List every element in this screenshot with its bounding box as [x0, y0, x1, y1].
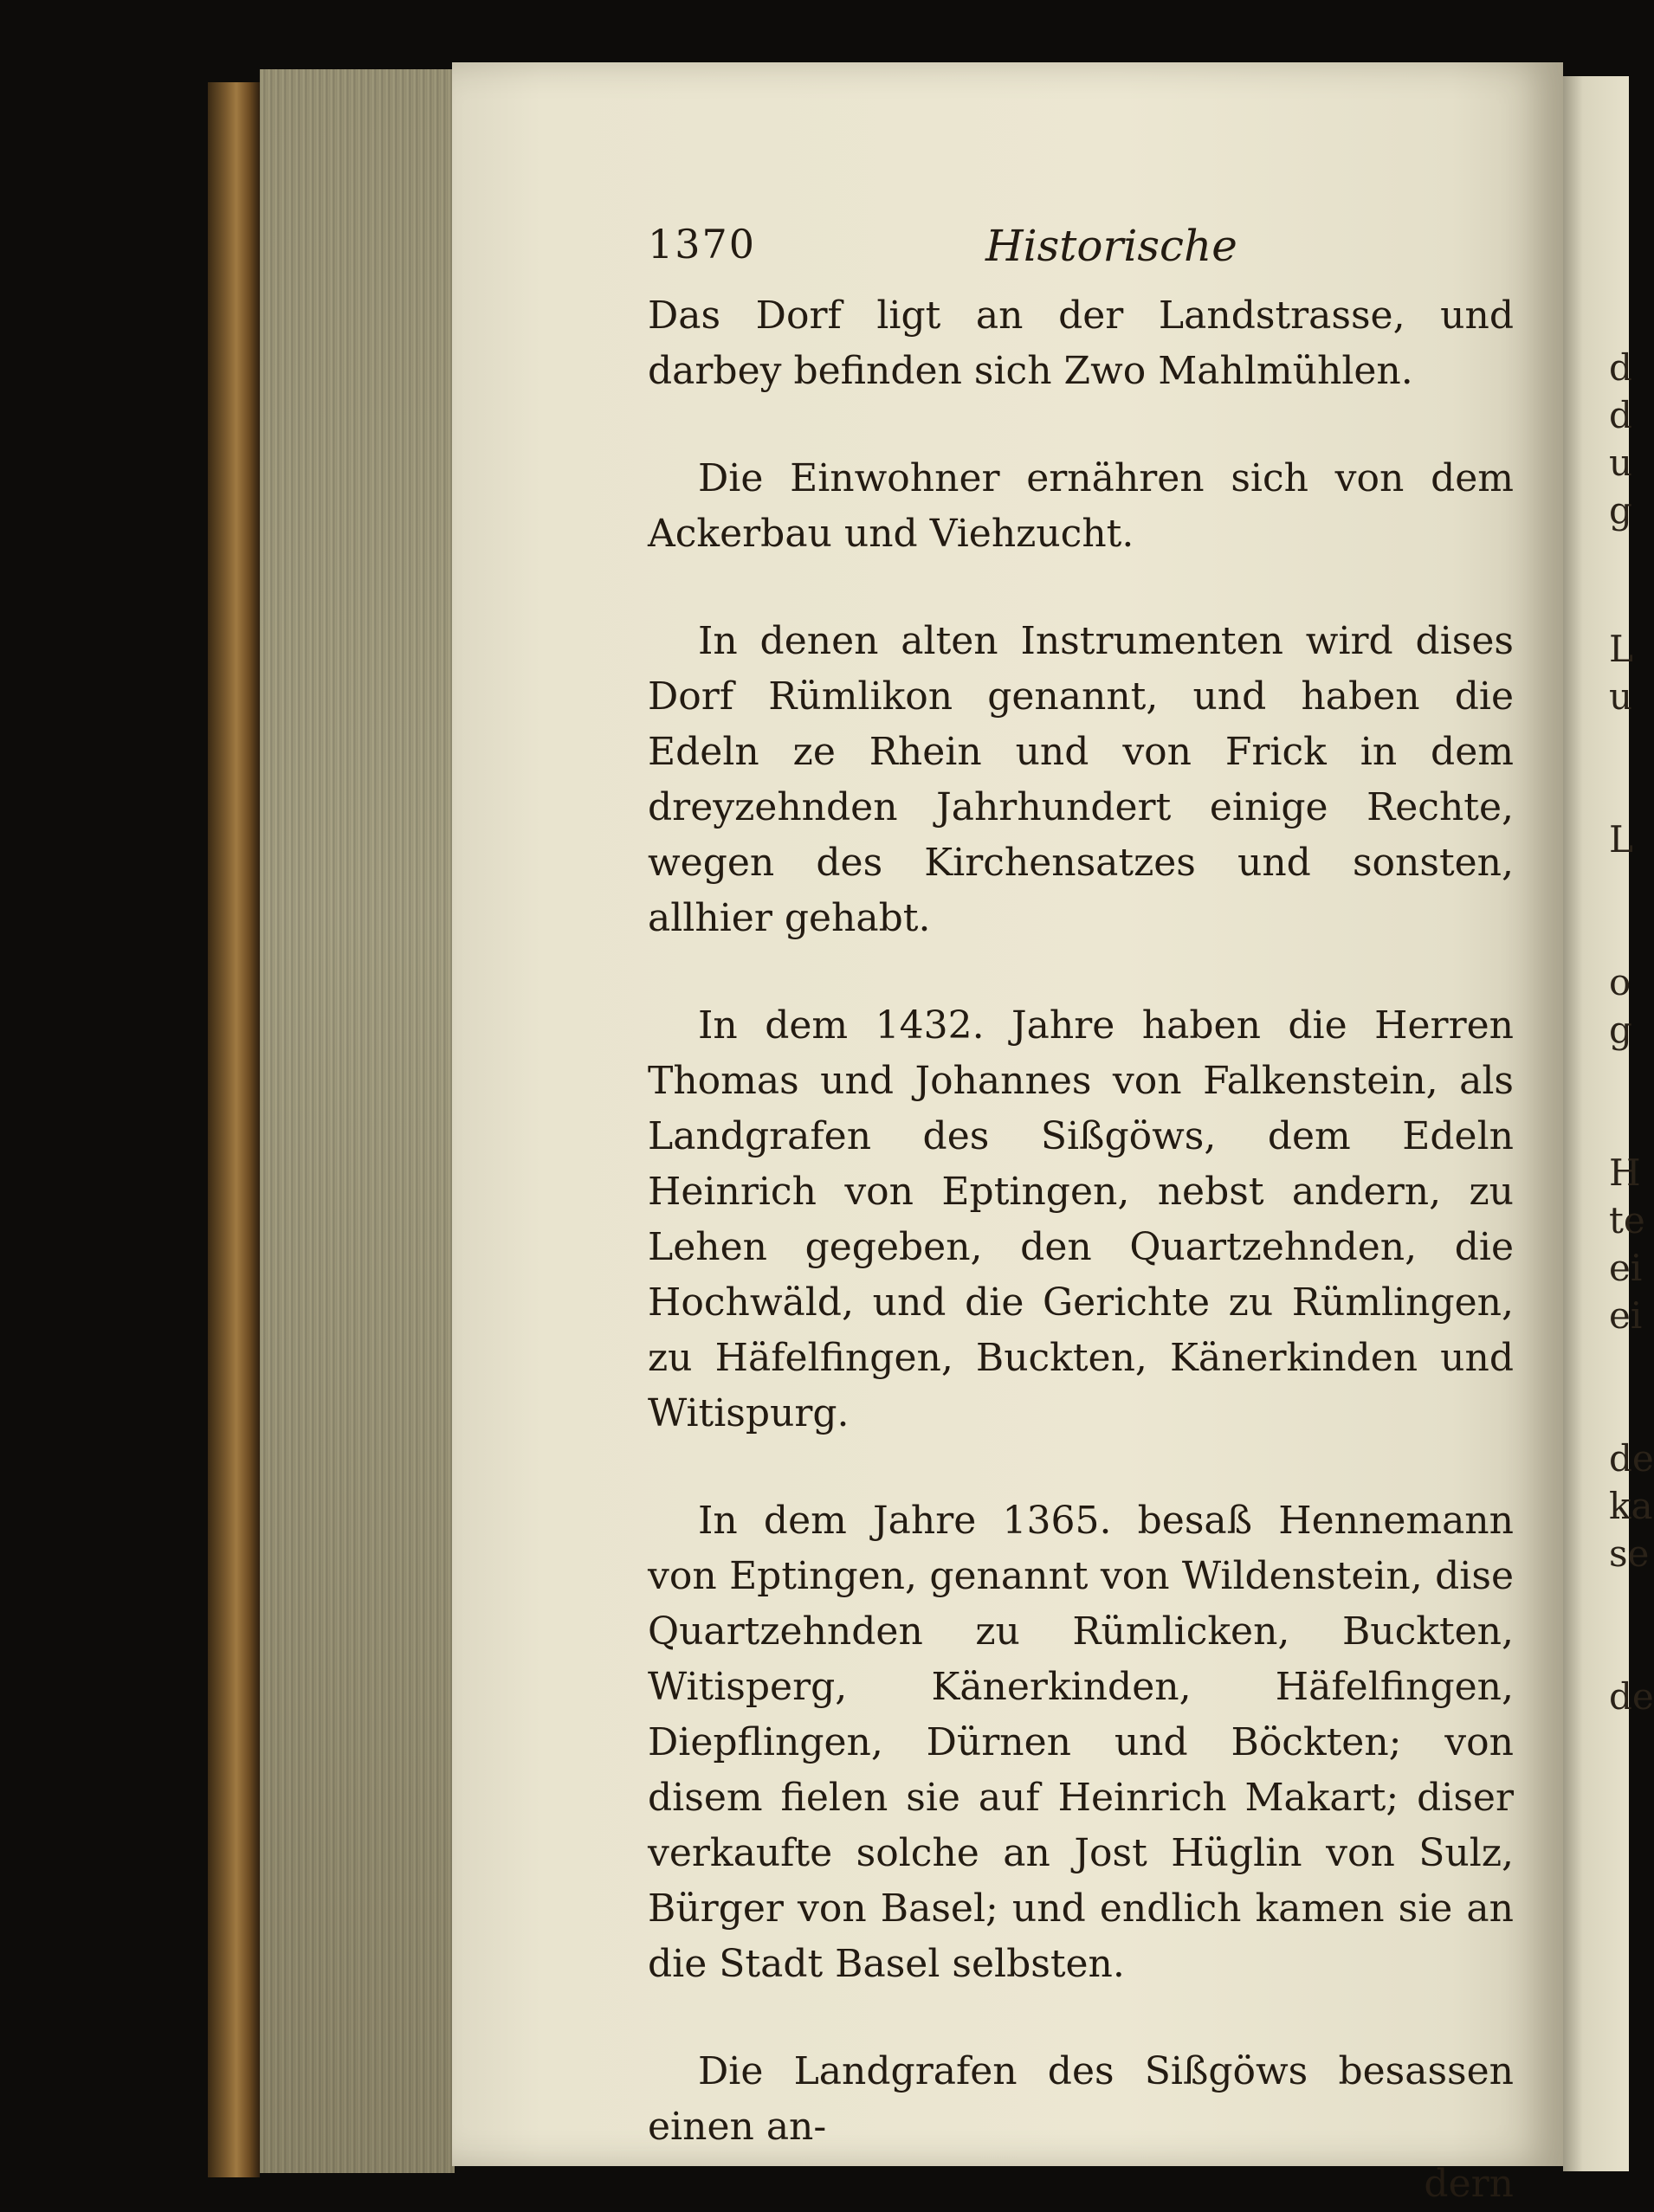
facing-letter: L: [1609, 818, 1633, 861]
facing-letter: de: [1609, 1437, 1654, 1480]
facing-letter: g: [1609, 489, 1632, 532]
page-header: [648, 221, 1514, 281]
paragraph: Die Einwohner ernähren sich von dem Ackerbau und Viehzucht.: [648, 456, 1514, 556]
facing-page: [1563, 76, 1629, 2171]
facing-letter: se: [1609, 1532, 1650, 1575]
paragraph: Die Landgrafen des Sißgöws besassen einen an-: [648, 2049, 1514, 2149]
facing-letter: L: [1609, 628, 1633, 670]
catchword: dern: [1424, 2162, 1514, 2206]
facing-letter: ei: [1609, 1247, 1643, 1289]
paragraph: In denen alten Instrumenten wird dises Dorf Rümlikon genannt, und haben die Edeln ze Rhein und von Frick in dem dreyzehnden Jahrhundert einige Rechte, wegen des Kirchensatzes und sonsten, allhier gehabt.: [648, 619, 1514, 940]
facing-letter: de: [1609, 1675, 1654, 1718]
facing-letter: u: [1609, 675, 1633, 718]
page-block-edges: [260, 69, 455, 2173]
facing-letter: d: [1609, 346, 1632, 389]
facing-letter: te: [1609, 1199, 1645, 1241]
facing-letter: ka: [1609, 1485, 1653, 1527]
page-text: [648, 221, 1514, 2212]
facing-letter: g: [1609, 1009, 1632, 1051]
facing-letter: o: [1609, 961, 1631, 1003]
facing-letter: d: [1609, 394, 1632, 436]
running-head: Historische: [985, 221, 1237, 271]
book-cover-edge: [208, 82, 260, 2177]
paragraph: In dem 1432. Jahre haben die Herren Thomas und Johannes von Falkenstein, als Landgrafen des Sißgöws, dem Edeln Heinrich von Eptingen, nebst andern, zu Lehen gegeben, den Quartzehnden, die Hochwäld, und die Gerichte zu Rümlingen, zu Häfelfingen, Buckten, Känerkinden und Witispurg.: [648, 1003, 1514, 1435]
facing-letter: ei: [1609, 1294, 1643, 1337]
paragraph: In dem Jahre 1365. besaß Hennemann von Eptingen, genannt von Wildenstein, dise Quartzehnden zu Rümlicken, Buckten, Witisperg, Känerkinden, Häfelfingen, Diepflingen, Dürnen und Böckten; von disem fielen sie auf Heinrich Makart; diser verkaufte solche an Jost Hüglin von Sulz, Bürger von Basel; und endlich kamen sie an die Stadt Basel selbsten.: [648, 1499, 1514, 1986]
page-number: 1370: [648, 221, 757, 268]
paragraph: Das Dorf ligt an der Landstrasse, und darbey befinden sich Zwo Mahlmühlen.: [648, 293, 1514, 393]
facing-letter: u: [1609, 442, 1633, 484]
facing-letter: H: [1609, 1151, 1641, 1194]
